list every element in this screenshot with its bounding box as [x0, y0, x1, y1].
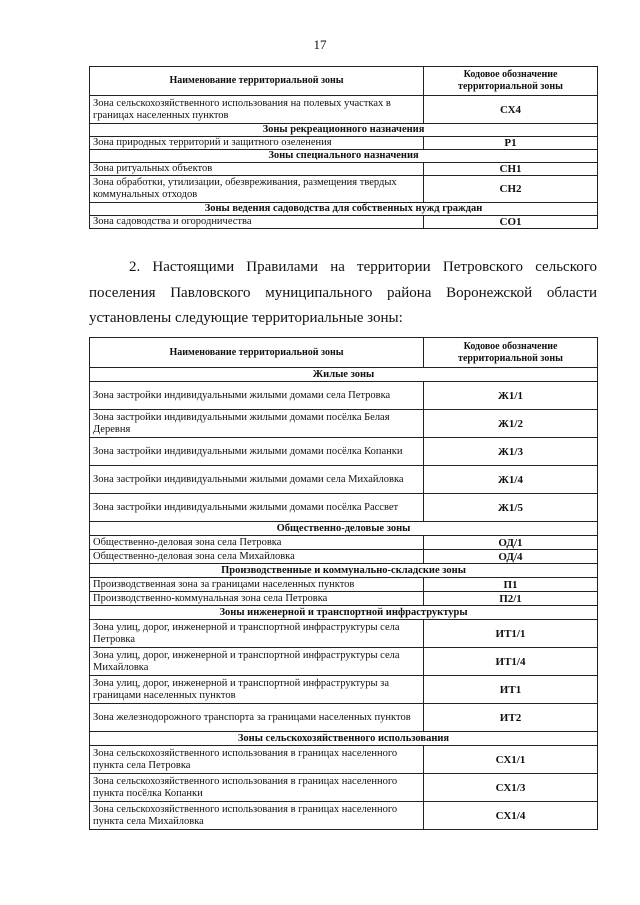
zone-name: Зона улиц, дорог, инженерной и транспортной инфраструктуры села Петровка: [90, 620, 424, 648]
zone-name: Общественно-деловая зона села Михайловка: [90, 550, 424, 564]
zone-code: П1: [424, 578, 598, 592]
column-header-code: Кодовое обозначение территориальной зоны: [424, 67, 598, 96]
zone-name: Зона застройки индивидуальными жилыми домами посёлка Рассвет: [90, 494, 424, 522]
zone-code: Ж1/3: [424, 438, 598, 466]
table-row: [90, 494, 598, 522]
section-title: Общественно-деловые зоны: [90, 522, 598, 536]
zone-code: СХ1/3: [424, 774, 598, 802]
zones-table-1: [89, 66, 598, 229]
zone-name: Производственно-коммунальная зона села Петровка: [90, 592, 424, 606]
table-header-row: [90, 67, 598, 96]
zone-code: ИТ2: [424, 704, 598, 732]
table-row: [90, 648, 598, 676]
section-row: [90, 368, 598, 382]
column-header-code: Кодовое обозначение территориальной зоны: [424, 338, 598, 368]
zone-code: СО1: [424, 216, 598, 229]
zone-code: СХ4: [424, 96, 598, 124]
table-row: [90, 163, 598, 176]
table-row: [90, 96, 598, 124]
zone-name: Общественно-деловая зона села Петровка: [90, 536, 424, 550]
table-row: [90, 176, 598, 203]
table-row: [90, 704, 598, 732]
zone-name: Зона застройки индивидуальными жилыми домами посёлка Копанки: [90, 438, 424, 466]
zone-name: Зона сельскохозяйственного использования на полевых участках в границах населенных пунктов: [90, 96, 424, 124]
zone-code: Ж1/2: [424, 410, 598, 438]
table-row: [90, 802, 598, 830]
section-title: Зоны инженерной и транспортной инфраструктуры: [90, 606, 598, 620]
section-title: Жилые зоны: [90, 368, 598, 382]
zone-name: Зона застройки индивидуальными жилыми домами посёлка Белая Деревня: [90, 410, 424, 438]
section-title: Зоны сельскохозяйственного использования: [90, 732, 598, 746]
zone-code: ИТ1: [424, 676, 598, 704]
zone-code: ИТ1/1: [424, 620, 598, 648]
table-row: [90, 137, 598, 150]
table-row: [90, 382, 598, 410]
zone-name: Зона сельскохозяйственного использования в границах населенного пункта села Михайловка: [90, 802, 424, 830]
zone-code: Ж1/5: [424, 494, 598, 522]
page-number: 17: [313, 37, 327, 52]
zone-name: Зона застройки индивидуальными жилыми домами села Петровка: [90, 382, 424, 410]
zone-name: Зона улиц, дорог, инженерной и транспортной инфраструктуры за границами населенных пунктов: [90, 676, 424, 704]
zone-code: Р1: [424, 137, 598, 150]
zone-code: Ж1/4: [424, 466, 598, 494]
zone-code: СН1: [424, 163, 598, 176]
table-row: [90, 438, 598, 466]
zone-code: СХ1/1: [424, 746, 598, 774]
table-row: [90, 620, 598, 648]
zone-code: ОД/4: [424, 550, 598, 564]
section-row: [90, 124, 598, 137]
zone-code: СН2: [424, 176, 598, 203]
zone-code: ИТ1/4: [424, 648, 598, 676]
section-row: [90, 203, 598, 216]
section-title: Производственные и коммунально-складские зоны: [90, 564, 598, 578]
section-title: Зоны ведения садоводства для собственных нужд граждан: [90, 203, 598, 216]
table-row: [90, 774, 598, 802]
column-header-name: Наименование территориальной зоны: [90, 338, 424, 368]
zone-name: Зона сельскохозяйственного использования в границах населенного пункта села Петровка: [90, 746, 424, 774]
table-header-row: [90, 338, 598, 368]
zone-name: Производственная зона за границами населенных пунктов: [90, 578, 424, 592]
zone-code: СХ1/4: [424, 802, 598, 830]
table-row: [90, 746, 598, 774]
table-row: [90, 216, 598, 229]
table-row: [90, 550, 598, 564]
zone-code: Ж1/1: [424, 382, 598, 410]
body-paragraph: 2. Настоящими Правилами на территории Петровского сельского поселения Павловского муниципального района Воронежской области установлены следующие территориальные зоны:: [89, 259, 597, 326]
zone-name: Зона улиц, дорог, инженерной и транспортной инфраструктуры села Михайловка: [90, 648, 424, 676]
zone-name: Зона железнодорожного транспорта за границами населенных пунктов: [90, 704, 424, 732]
section-title: Зоны специального назначения: [90, 150, 598, 163]
zone-name: Зона обработки, утилизации, обезвреживания, размещения твердых коммунальных отходов: [90, 176, 424, 203]
zone-name: Зона природных территорий и защитного озеленения: [90, 137, 424, 150]
table-row: [90, 592, 598, 606]
section-row: [90, 564, 598, 578]
zone-name: Зона застройки индивидуальными жилыми домами села Михайловка: [90, 466, 424, 494]
section-row: [90, 606, 598, 620]
table-row: [90, 410, 598, 438]
zone-name: Зона садоводства и огородничества: [90, 216, 424, 229]
zone-code: ОД/1: [424, 536, 598, 550]
zone-code: П2/1: [424, 592, 598, 606]
table-row: [90, 536, 598, 550]
zone-name: Зона сельскохозяйственного использования в границах населенного пункта посёлка Копанки: [90, 774, 424, 802]
table-row: [90, 466, 598, 494]
section-row: [90, 150, 598, 163]
section-row: [90, 522, 598, 536]
column-header-name: Наименование территориальной зоны: [90, 67, 424, 96]
zones-table-2: [89, 337, 598, 830]
table-row: [90, 578, 598, 592]
section-row: [90, 732, 598, 746]
section-title: Зоны рекреационного назначения: [90, 124, 598, 137]
table-row: [90, 676, 598, 704]
zone-name: Зона ритуальных объектов: [90, 163, 424, 176]
